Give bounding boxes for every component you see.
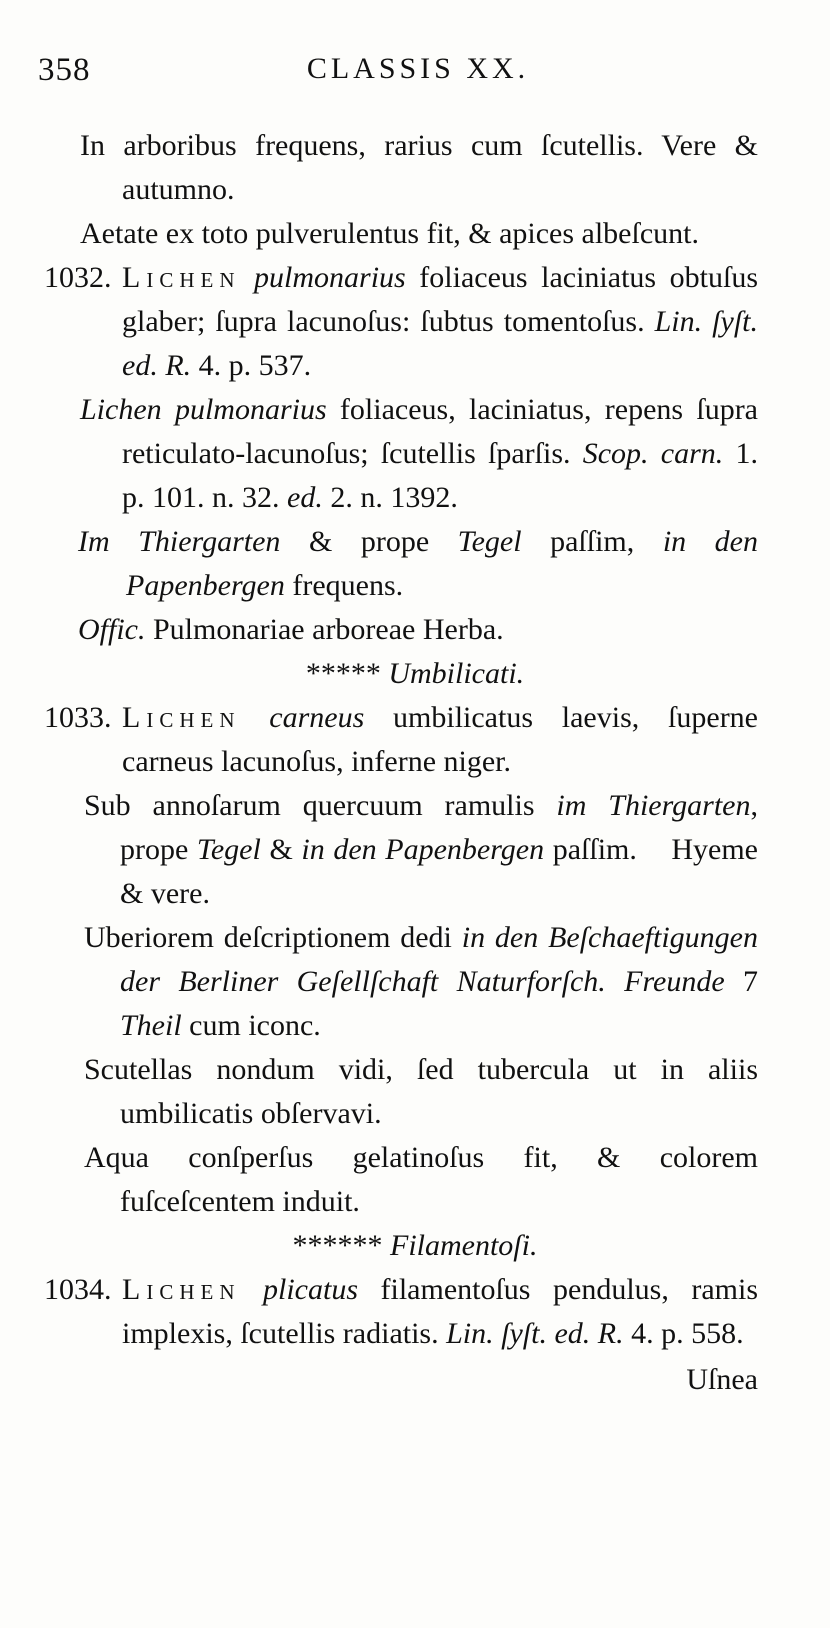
reference-source: Lin. ſyſt. ed. R. <box>446 1317 624 1350</box>
paragraph-habitat: In arboribus frequens, rarius cum ſcutellis. Vere & autumno. <box>80 129 758 206</box>
genus-name: Lichen <box>122 701 241 734</box>
locality-text: paſſim, <box>521 525 663 558</box>
diagnosis: filamentoſus pendulus, ramis implexis, ſcutellis radiatis. <box>122 1273 758 1350</box>
locality-thiergarten: Im Thiergarten <box>78 525 281 558</box>
entry-number: 1034. <box>44 1273 112 1306</box>
running-head: CLASSIS XX. <box>306 52 530 85</box>
page-number: 358 <box>38 52 91 88</box>
section-title: Umbilicati. <box>388 657 525 690</box>
description-volume: 7 <box>724 965 758 998</box>
synonym-name: Lichen pulmonarius <box>80 393 327 426</box>
locality-text: Sub annoſarum quercuum ramulis <box>84 789 557 822</box>
section-stars: ***** <box>305 657 381 690</box>
locality-text: & <box>260 833 302 866</box>
description-theil: Theil <box>120 1009 182 1042</box>
section-heading-filamentosi <box>0 1224 830 1268</box>
entry-1033 <box>44 696 758 784</box>
entry-number: 1032. <box>44 261 112 294</box>
catchword: Uſnea <box>686 1363 758 1396</box>
offic-text: Pulmonariae arboreae Herba. <box>145 613 504 646</box>
ed-ref: 2. n. 1392. <box>322 481 458 514</box>
locality-text: paſſim. Hyeme & vere. <box>120 833 766 910</box>
scop-ref-page: 1. p. 101. n. 32. <box>122 437 759 514</box>
paragraph-aetate: Aetate ex toto pulverulentus fit, & apices albeſcunt. <box>80 217 699 250</box>
offic-label: Offic. <box>78 613 146 646</box>
species-name: pulmonarius <box>254 261 406 294</box>
locality-text: & prope <box>280 525 458 558</box>
reference-page: 4. p. 537. <box>191 349 312 382</box>
synonym-1032 <box>80 388 759 520</box>
locality-text: , prope <box>120 789 758 866</box>
locality-tegel: Tegel <box>457 525 522 558</box>
section-title: Filamentoſi. <box>390 1229 538 1262</box>
locality-papenbergen: in den Papenbergen <box>301 833 545 866</box>
genus-name: Lichen <box>122 1273 241 1306</box>
ed-label: ed. <box>287 481 323 514</box>
aqua-1033: Aqua conſperſus gelatinoſus fit, & colorem fuſceſcentem induit. <box>84 1141 758 1218</box>
text-body <box>0 124 830 1402</box>
scop-ref: Scop. carn. <box>582 437 724 470</box>
description-text: cum iconc. <box>181 1009 321 1042</box>
locality-tegel: Tegel <box>196 833 261 866</box>
species-name: carneus <box>269 701 365 734</box>
reference-source: Lin. ſyſt. ed. R. <box>122 305 759 382</box>
synonym-text: foliaceus, laciniatus, repens ſupra reticulato-lacunoſus; ſcutellis ſparſis. <box>122 393 758 470</box>
section-stars: ****** <box>292 1229 383 1262</box>
locality-papenbergen: in den Papenbergen <box>126 525 758 602</box>
entry-1034 <box>44 1268 758 1356</box>
section-heading-umbilicati <box>0 652 830 696</box>
locality-text: frequens. <box>284 569 404 602</box>
description-1033 <box>84 916 758 1048</box>
entry-1032 <box>44 256 759 388</box>
description-text: Uberiorem deſcriptionem dedi <box>84 921 462 954</box>
locality-thiergarten: im Thiergarten <box>556 789 751 822</box>
genus-name: Lichen <box>122 261 241 294</box>
diagnosis: umbilicatus laevis, ſuperne carneus lacunoſus, inferne niger. <box>122 701 758 778</box>
offic-1032 <box>78 608 758 652</box>
species-name: plicatus <box>263 1273 358 1306</box>
page-header <box>38 52 798 96</box>
locality-1032 <box>78 520 758 608</box>
reference-page: 4. p. 558. <box>623 1317 744 1350</box>
description-source: in den Beſchaeftigungen der Berliner Geſellſchaft Naturforſch. Freunde <box>120 921 758 998</box>
entry-number: 1033. <box>44 701 112 734</box>
scutellas-1033: Scutellas nondum vidi, ſed tubercula ut in aliis umbilicatis obſervavi. <box>84 1053 758 1130</box>
diagnosis: foliaceus laciniatus obtuſus glaber; ſupra lacunoſus: ſubtus tomentoſus. <box>122 261 758 338</box>
locality-1033 <box>84 784 766 916</box>
